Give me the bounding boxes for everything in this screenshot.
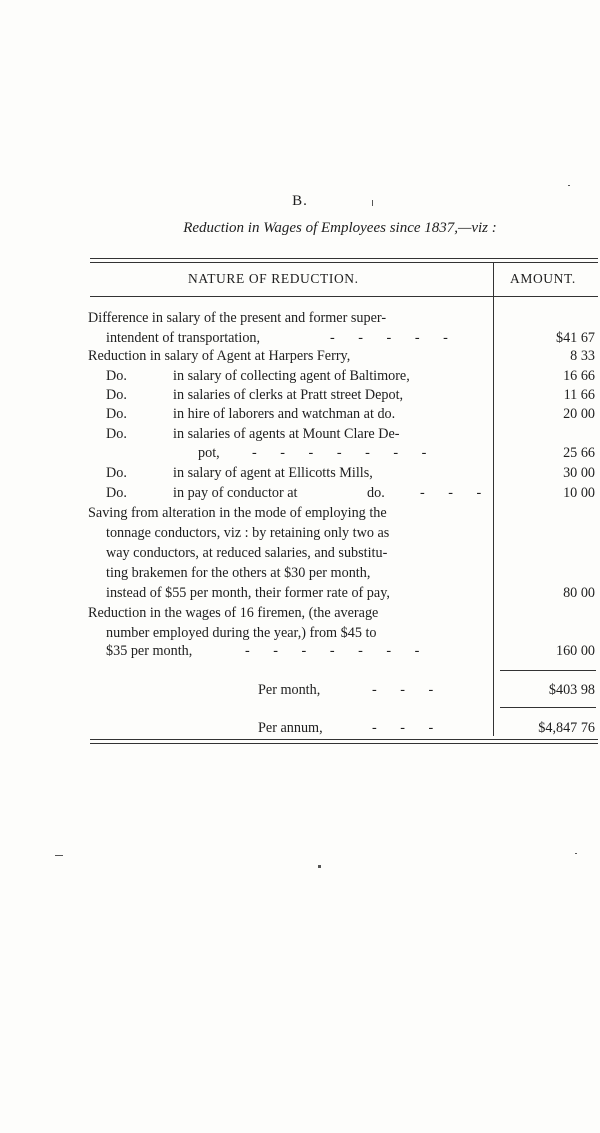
total-amount: $403 98 bbox=[548, 682, 595, 698]
sum-rule bbox=[500, 670, 596, 671]
row-prefix: Do. bbox=[106, 426, 127, 442]
total-amount: $4,847 76 bbox=[538, 720, 595, 736]
row-amount: 80 00 bbox=[563, 585, 595, 601]
total-row-annum bbox=[0, 718, 600, 738]
row-amount: 160 00 bbox=[555, 643, 595, 659]
row-text: Difference in salary of the present and former super- bbox=[88, 310, 387, 326]
row-prefix: Do. bbox=[106, 485, 127, 501]
row-text: pot, bbox=[198, 445, 220, 461]
row-text-ditto: do. bbox=[367, 485, 385, 501]
top-rule bbox=[90, 258, 598, 259]
table-row bbox=[0, 443, 600, 463]
table-row bbox=[0, 523, 600, 543]
header-rule bbox=[90, 296, 598, 297]
row-prefix: Do. bbox=[106, 406, 127, 422]
dot-leader: - - - bbox=[420, 485, 492, 501]
row-text: in pay of conductor at bbox=[173, 485, 298, 501]
table-row bbox=[0, 623, 600, 643]
row-text: ting brakemen for the others at $30 per month, bbox=[106, 565, 371, 581]
table-row bbox=[0, 463, 600, 483]
table-row bbox=[0, 603, 600, 623]
table-row bbox=[0, 543, 600, 563]
table-row bbox=[0, 308, 600, 328]
row-text: in salaries of clerks at Pratt street Depot, bbox=[173, 387, 404, 403]
row-amount: 16 66 bbox=[563, 368, 595, 384]
row-amount: 30 00 bbox=[563, 465, 595, 481]
row-amount: 10 00 bbox=[563, 485, 595, 501]
scan-speck bbox=[55, 855, 63, 856]
row-text: $35 per month, bbox=[106, 643, 193, 659]
row-amount: 20 00 bbox=[563, 406, 595, 422]
top-rule-inner bbox=[90, 262, 598, 263]
table-row bbox=[0, 385, 600, 405]
total-label: Per month, bbox=[258, 682, 321, 698]
table-row bbox=[0, 563, 600, 583]
row-text: in salary of collecting agent of Baltimore, bbox=[173, 368, 410, 384]
row-text: number employed during the year,) from $45 to bbox=[106, 625, 377, 641]
row-amount: $41 67 bbox=[555, 330, 595, 346]
scan-speck bbox=[575, 853, 577, 854]
table-row bbox=[0, 483, 600, 503]
sum-rule bbox=[500, 707, 596, 708]
row-text: Reduction in salary of Agent at Harpers Ferry, bbox=[88, 348, 351, 364]
scan-speck bbox=[372, 200, 373, 206]
row-amount: 25 66 bbox=[563, 445, 595, 461]
table-subtitle: Reduction in Wages of Employees since 1837,—viz : bbox=[183, 220, 497, 236]
row-prefix: Do. bbox=[106, 368, 127, 384]
row-text: in hire of laborers and watchman at do. bbox=[173, 406, 396, 422]
row-text: in salary of agent at Ellicotts Mills, bbox=[173, 465, 373, 481]
table-row bbox=[0, 583, 600, 603]
dot-leader: - - - bbox=[372, 682, 444, 698]
table-row bbox=[0, 641, 600, 661]
dot-leader: - - - bbox=[372, 720, 444, 736]
row-text: Saving from alteration in the mode of employing the bbox=[88, 505, 387, 521]
column-header-nature: NATURE OF REDUCTION. bbox=[188, 271, 359, 286]
row-text: tonnage conductors, viz : by retaining only two as bbox=[106, 525, 390, 541]
appendix-letter: B. bbox=[292, 193, 308, 209]
bottom-rule-inner bbox=[90, 743, 598, 744]
row-amount: 8 33 bbox=[570, 348, 595, 364]
table-row bbox=[0, 328, 600, 348]
table-row bbox=[0, 346, 600, 366]
dot-leader: - - - - - - - bbox=[252, 445, 437, 461]
table-row bbox=[0, 503, 600, 523]
row-text: way conductors, at reduced salaries, and substitu- bbox=[106, 545, 388, 561]
row-amount: 11 66 bbox=[563, 387, 595, 403]
table-row bbox=[0, 404, 600, 424]
row-prefix: Do. bbox=[106, 387, 127, 403]
row-prefix: Do. bbox=[106, 465, 127, 481]
column-header-amount: AMOUNT. bbox=[510, 271, 576, 286]
dot-leader: - - - - - bbox=[330, 330, 458, 346]
table-row bbox=[0, 366, 600, 386]
total-row-month bbox=[0, 680, 600, 700]
row-text: instead of $55 per month, their former rate of pay, bbox=[106, 585, 390, 601]
dot-leader: - - - - - - - bbox=[245, 643, 430, 659]
scan-speck bbox=[568, 185, 570, 186]
row-text: Reduction in the wages of 16 firemen, (the average bbox=[88, 605, 379, 621]
row-text: intendent of transportation, bbox=[106, 330, 261, 346]
total-label: Per annum, bbox=[258, 720, 323, 736]
row-text: in salaries of agents at Mount Clare De- bbox=[173, 426, 400, 442]
scan-speck bbox=[318, 865, 321, 868]
bottom-rule bbox=[90, 739, 598, 740]
table-row bbox=[0, 424, 600, 444]
